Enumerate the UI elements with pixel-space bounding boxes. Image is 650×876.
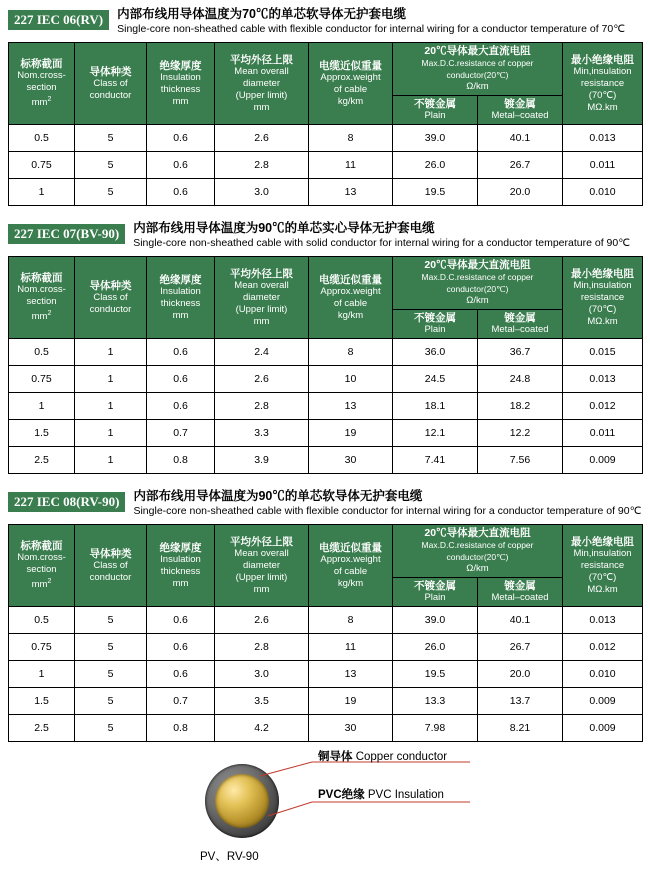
col-approx-weight: 电缆近似重量 Approx.weight of cable kg/km — [309, 525, 393, 607]
table-row — [9, 420, 643, 447]
cell-insulation-thickness: 0.6 — [147, 634, 215, 661]
cell-insulation-resistance: 0.010 — [563, 179, 643, 206]
section-header-3 — [0, 488, 650, 518]
col-metal-coated: 镀金属 Metal–coated — [478, 96, 563, 125]
cell-insulation-thickness: 0.6 — [147, 339, 215, 366]
col-approx-weight: 电缆近似重量 Approx.weight of cable kg/km — [309, 257, 393, 339]
cell-approx-weight: 19 — [309, 420, 393, 447]
cell-mean-diameter: 3.0 — [215, 179, 309, 206]
cell-approx-weight: 8 — [309, 339, 393, 366]
section-header-1 — [0, 6, 650, 36]
section-title-cn-3: 内部布线用导体温度为90℃的单芯软导体无护套电缆 — [133, 489, 423, 503]
table-row — [9, 366, 643, 393]
cell-insulation-resistance: 0.011 — [563, 420, 643, 447]
cell-mean-diameter: 3.9 — [215, 447, 309, 474]
cell-approx-weight: 11 — [309, 152, 393, 179]
col-metal-coated: 镀金属 Metal–coated — [478, 578, 563, 607]
cell-coated-resistance: 8.21 — [478, 715, 563, 742]
cell-conductor-class: 5 — [75, 607, 147, 634]
col-insulation-thickness: 绝缘厚度 Insulation thickness mm — [147, 257, 215, 339]
cell-approx-weight: 8 — [309, 125, 393, 152]
cell-plain-resistance: 26.0 — [393, 634, 478, 661]
cell-nominal-section: 1 — [9, 661, 75, 688]
cell-plain-resistance: 24.5 — [393, 366, 478, 393]
cell-insulation-resistance: 0.015 — [563, 339, 643, 366]
cell-insulation-thickness: 0.6 — [147, 661, 215, 688]
col-insulation-thickness: 绝缘厚度 Insulation thickness mm — [147, 43, 215, 125]
cell-approx-weight: 11 — [309, 634, 393, 661]
cell-approx-weight: 13 — [309, 661, 393, 688]
cell-coated-resistance: 26.7 — [478, 152, 563, 179]
cell-approx-weight: 13 — [309, 393, 393, 420]
col-metal-coated: 镀金属 Metal–coated — [478, 310, 563, 339]
cell-insulation-resistance: 0.013 — [563, 125, 643, 152]
section-titles-1 — [117, 6, 625, 36]
cell-insulation-resistance: 0.010 — [563, 661, 643, 688]
cell-insulation-resistance: 0.012 — [563, 393, 643, 420]
cell-mean-diameter: 2.6 — [215, 125, 309, 152]
col-dc-resistance-group: 20℃导体最大直流电阻 Max.D.C.resistance of copper conductor(20℃) Ω/km — [393, 525, 563, 578]
section-code-1: 227 IEC 06(RV) — [8, 10, 109, 30]
section-titles-2 — [133, 220, 630, 250]
label-pvc-insulation: PVC绝缘 PVC Insulation — [318, 789, 444, 801]
cell-plain-resistance: 12.1 — [393, 420, 478, 447]
col-mean-diameter: 平均外径上限 Mean overall diameter (Upper limit) mm — [215, 257, 309, 339]
cell-nominal-section: 2.5 — [9, 447, 75, 474]
cell-coated-resistance: 20.0 — [478, 179, 563, 206]
cell-approx-weight: 13 — [309, 179, 393, 206]
cell-plain-resistance: 18.1 — [393, 393, 478, 420]
cell-coated-resistance: 24.8 — [478, 366, 563, 393]
cell-plain-resistance: 26.0 — [393, 152, 478, 179]
cell-conductor-class: 5 — [75, 634, 147, 661]
section-title-en-2: Single-core non-sheathed cable with solid conductor for internal wiring for a conductor temperature of 90℃ — [133, 237, 631, 249]
cell-conductor-class: 5 — [75, 715, 147, 742]
spec-table-2 — [8, 256, 643, 474]
section-title-cn-1: 内部布线用导体温度为70℃的单芯软导体无护套电缆 — [117, 7, 407, 21]
cell-coated-resistance: 13.7 — [478, 688, 563, 715]
table-row — [9, 447, 643, 474]
cell-mean-diameter: 2.6 — [215, 607, 309, 634]
section-header-2 — [0, 220, 650, 250]
table-header-row — [9, 257, 643, 310]
cell-insulation-thickness: 0.6 — [147, 607, 215, 634]
cell-plain-resistance: 36.0 — [393, 339, 478, 366]
cell-conductor-class: 5 — [75, 125, 147, 152]
cell-mean-diameter: 2.8 — [215, 393, 309, 420]
cell-coated-resistance: 26.7 — [478, 634, 563, 661]
col-min-insulation-resistance: 最小绝缘电阻 Min,insulation resistance (70℃) MΩ.km — [563, 257, 643, 339]
col-min-insulation-resistance: 最小绝缘电阻 Min,insulation resistance (70℃) MΩ.km — [563, 525, 643, 607]
col-mean-diameter: 平均外径上限 Mean overall diameter (Upper limit) mm — [215, 43, 309, 125]
table-row — [9, 661, 643, 688]
cell-coated-resistance: 40.1 — [478, 125, 563, 152]
cell-conductor-class: 1 — [75, 339, 147, 366]
col-nominal-section: 标称截面 Nom.cross- section $mm^2$ — [9, 43, 75, 125]
spec-table-3 — [8, 524, 643, 742]
cell-coated-resistance: 18.2 — [478, 393, 563, 420]
cell-nominal-section: 0.75 — [9, 634, 75, 661]
cell-conductor-class: 1 — [75, 393, 147, 420]
col-plain: 不镀金属 Plain — [393, 310, 478, 339]
cell-insulation-resistance: 0.013 — [563, 607, 643, 634]
cell-nominal-section: 0.5 — [9, 339, 75, 366]
cell-insulation-thickness: 0.7 — [147, 688, 215, 715]
cell-mean-diameter: 2.6 — [215, 366, 309, 393]
cell-insulation-resistance: 0.009 — [563, 715, 643, 742]
cell-nominal-section: 1.5 — [9, 420, 75, 447]
cell-insulation-thickness: 0.7 — [147, 420, 215, 447]
cell-mean-diameter: 3.5 — [215, 688, 309, 715]
cell-plain-resistance: 39.0 — [393, 607, 478, 634]
cell-conductor-class: 5 — [75, 179, 147, 206]
section-title-en-1: Single-core non-sheathed cable with flexible conductor for internal wiring for a conductor temperature of 70℃ — [117, 23, 626, 35]
cell-coated-resistance: 7.56 — [478, 447, 563, 474]
cell-approx-weight: 19 — [309, 688, 393, 715]
cell-plain-resistance: 19.5 — [393, 661, 478, 688]
cell-insulation-resistance: 0.009 — [563, 688, 643, 715]
cell-conductor-class: 5 — [75, 688, 147, 715]
table-row — [9, 393, 643, 420]
cell-approx-weight: 30 — [309, 447, 393, 474]
spec-table-1 — [8, 42, 643, 206]
cell-mean-diameter: 4.2 — [215, 715, 309, 742]
col-approx-weight: 电缆近似重量 Approx.weight of cable kg/km — [309, 43, 393, 125]
cell-insulation-resistance: 0.009 — [563, 447, 643, 474]
cell-nominal-section: 1 — [9, 393, 75, 420]
col-nominal-section: 标称截面 Nom.cross- section $mm^2$ — [9, 525, 75, 607]
cell-nominal-section: 0.5 — [9, 125, 75, 152]
cell-nominal-section: 0.75 — [9, 152, 75, 179]
cell-nominal-section: 0.5 — [9, 607, 75, 634]
cell-insulation-resistance: 0.013 — [563, 366, 643, 393]
table-row — [9, 339, 643, 366]
col-dc-resistance-group: 20℃导体最大直流电阻 Max.D.C.resistance of copper conductor(20℃) Ω/km — [393, 257, 563, 310]
cable-cross-section-figure — [0, 751, 650, 876]
cell-approx-weight: 30 — [309, 715, 393, 742]
section-title-en-3: Single-core non-sheathed cable with flexible conductor for internal wiring for a conductor temperature of 90℃ — [133, 505, 642, 517]
cell-nominal-section: 1 — [9, 179, 75, 206]
cell-insulation-thickness: 0.6 — [147, 179, 215, 206]
cell-conductor-class: 1 — [75, 420, 147, 447]
cell-insulation-thickness: 0.6 — [147, 366, 215, 393]
cell-mean-diameter: 2.8 — [215, 152, 309, 179]
cell-coated-resistance: 12.2 — [478, 420, 563, 447]
cell-plain-resistance: 39.0 — [393, 125, 478, 152]
cell-mean-diameter: 2.4 — [215, 339, 309, 366]
label-copper-conductor: 铜导体 Copper conductor — [318, 751, 448, 763]
document-page — [0, 6, 650, 863]
cell-conductor-class: 1 — [75, 366, 147, 393]
section-title-cn-2: 内部布线用导体温度为90℃的单芯实心导体无护套电缆 — [133, 221, 435, 235]
cell-conductor-class: 5 — [75, 152, 147, 179]
cell-insulation-thickness: 0.8 — [147, 715, 215, 742]
cell-conductor-class: 1 — [75, 447, 147, 474]
cell-plain-resistance: 7.41 — [393, 447, 478, 474]
col-insulation-thickness: 绝缘厚度 Insulation thickness mm — [147, 525, 215, 607]
cell-insulation-thickness: 0.6 — [147, 125, 215, 152]
section-titles-3 — [133, 488, 641, 518]
cell-nominal-section: 2.5 — [9, 715, 75, 742]
table-row — [9, 688, 643, 715]
table-header-row — [9, 43, 643, 96]
col-nominal-section: 标称截面 Nom.cross- section $mm^2$ — [9, 257, 75, 339]
table-header-row — [9, 525, 643, 578]
col-dc-resistance-group: 20℃导体最大直流电阻 Max.D.C.resistance of copper conductor(20℃) Ω/km — [393, 43, 563, 96]
cell-approx-weight: 10 — [309, 366, 393, 393]
cell-conductor-class: 5 — [75, 661, 147, 688]
callout-lines — [0, 756, 650, 876]
cell-mean-diameter: 3.0 — [215, 661, 309, 688]
cell-coated-resistance: 40.1 — [478, 607, 563, 634]
cell-nominal-section: 0.75 — [9, 366, 75, 393]
cell-mean-diameter: 2.8 — [215, 634, 309, 661]
cell-coated-resistance: 20.0 — [478, 661, 563, 688]
col-plain: 不镀金属 Plain — [393, 96, 478, 125]
cell-insulation-resistance: 0.011 — [563, 152, 643, 179]
cell-insulation-thickness: 0.6 — [147, 152, 215, 179]
cell-coated-resistance: 36.7 — [478, 339, 563, 366]
cell-mean-diameter: 3.3 — [215, 420, 309, 447]
col-conductor-class: 导体种类 Class of conductor — [75, 257, 147, 339]
col-min-insulation-resistance: 最小绝缘电阻 Min,insulation resistance (70℃) MΩ.km — [563, 43, 643, 125]
cell-nominal-section: 1.5 — [9, 688, 75, 715]
table-row — [9, 125, 643, 152]
table-row — [9, 715, 643, 742]
table-row — [9, 634, 643, 661]
cell-insulation-resistance: 0.012 — [563, 634, 643, 661]
section-code-3: 227 IEC 08(RV-90) — [8, 492, 125, 512]
col-conductor-class: 导体种类 Class of conductor — [75, 525, 147, 607]
col-conductor-class: 导体种类 Class of conductor — [75, 43, 147, 125]
cell-plain-resistance: 19.5 — [393, 179, 478, 206]
cell-insulation-thickness: 0.6 — [147, 393, 215, 420]
figure-caption: PV、RV-90 — [200, 851, 259, 863]
table-row — [9, 607, 643, 634]
table-row — [9, 179, 643, 206]
col-mean-diameter: 平均外径上限 Mean overall diameter (Upper limit) mm — [215, 525, 309, 607]
cell-approx-weight: 8 — [309, 607, 393, 634]
table-row — [9, 152, 643, 179]
section-code-2: 227 IEC 07(BV-90) — [8, 224, 125, 244]
cell-plain-resistance: 7.98 — [393, 715, 478, 742]
cell-plain-resistance: 13.3 — [393, 688, 478, 715]
col-plain: 不镀金属 Plain — [393, 578, 478, 607]
cell-insulation-thickness: 0.8 — [147, 447, 215, 474]
